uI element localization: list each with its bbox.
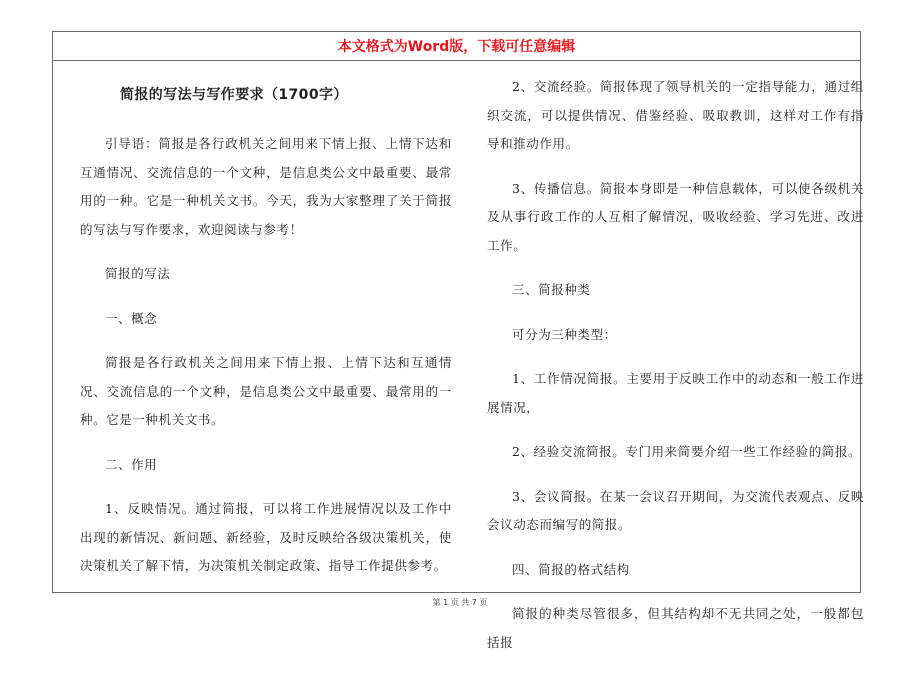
type-item-3: 3、会议简报。在某一会议召开期间，为交流代表观点、反映会议动态而编写的简报。 xyxy=(487,488,864,532)
page-number-footer: 第 1 页 共 7 页 xyxy=(432,598,488,607)
type-item-1: 1、工作情况简报。主要用于反映工作中的动态和一般工作进展情况， xyxy=(487,371,864,415)
right-column xyxy=(487,73,864,673)
document-title: 简报的写法与写作要求（1700字） xyxy=(120,87,348,103)
structure-paragraph: 简报的种类尽管很多，但其结构却不无共同之处，一般都包括报 xyxy=(487,606,864,650)
function-paragraph-3: 3、传播信息。简报本身即是一种信息载体，可以使各级机关及从事行政工作的人互相了解情况，吸收经验、学习先进、改进工作。 xyxy=(487,180,864,253)
section-heading-types: 三、简报种类 xyxy=(512,282,591,297)
types-intro: 可分为三种类型： xyxy=(512,326,617,342)
intro-paragraph: 引导语：简报是各行政机关之间用来下情上报、上情下达和互通情况、交流信息的一个文种，是信息类公文中最重要、最常用的一种。它是一种机关文书。今天，我为大家整理了关于简报的写法与写作要求，欢迎阅读与参考！ xyxy=(80,136,452,237)
type-item-2: 2、经验交流简报。专门用来简要介绍一些工作经验的简报。 xyxy=(512,444,862,459)
section-heading-function: 二、作用 xyxy=(105,456,158,472)
banner-divider xyxy=(52,60,861,61)
concept-paragraph: 简报是各行政机关之间用来下情上报、上情下达和互通情况、交流信息的一个文种，是信息类公文中最重要、最常用的一种。它是一种机关文书。 xyxy=(80,355,452,427)
section-heading-writing: 简报的写法 xyxy=(105,266,171,281)
word-format-banner: 本文格式为Word版，下载可任意编辑 xyxy=(337,39,576,55)
section-heading-structure: 四、简报的格式结构 xyxy=(512,561,630,577)
function-paragraph-1: 1、反映情况。通过简报，可以将工作进展情况以及工作中出现的新情况、新问题、新经验，及时反映给各级决策机关，使决策机关了解下情，为决策机关制定政策、指导工作提供参考。 xyxy=(80,501,452,573)
left-column xyxy=(80,85,452,597)
section-heading-concept: 一、概念 xyxy=(105,310,158,326)
function-paragraph-2: 2、交流经验。简报体现了领导机关的一定指导能力，通过组织交流，可以提供情况、借鉴经验、吸取教训，这样对工作有指导和推动作用。 xyxy=(487,79,864,151)
